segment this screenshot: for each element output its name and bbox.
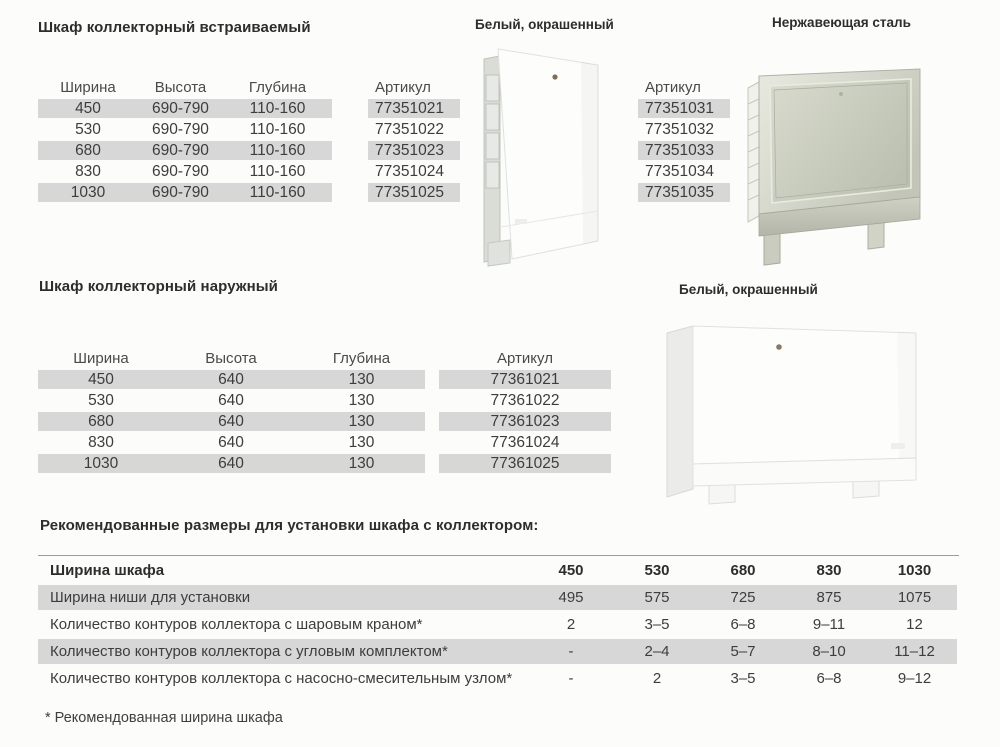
table-row [38, 141, 332, 160]
cell: 690-790 [138, 141, 223, 160]
table-row [439, 391, 611, 410]
cell: 6–8 [730, 616, 756, 633]
article-number: 77351031 [638, 99, 730, 118]
cell: 9–11 [812, 616, 846, 633]
keyhole [776, 344, 782, 350]
cell: 130 [348, 434, 375, 451]
table-header-row [38, 558, 957, 583]
keyhole [552, 74, 557, 79]
flush-dimensions-table [38, 76, 332, 204]
table-header-row [38, 78, 332, 97]
table-row [38, 391, 425, 410]
surface-dimensions-table [38, 347, 425, 475]
cabinet-leg [488, 240, 510, 266]
cell: 3–5 [730, 670, 756, 687]
cell: 5–7 [700, 639, 786, 664]
table-row [38, 454, 425, 473]
caption-white-painted-flush: Белый, окрашенный [475, 17, 614, 32]
cell: 725 [700, 585, 786, 610]
cell: 495 [528, 585, 614, 610]
cell: 830 [88, 434, 114, 451]
door-shading [581, 62, 598, 244]
column-header: Ширина [73, 350, 129, 367]
cell: 110-160 [249, 121, 306, 138]
table-row [439, 412, 611, 431]
table-row [38, 433, 425, 452]
caption-white-painted-surface: Белый, окрашенный [679, 282, 818, 297]
cell: 8–10 [786, 639, 872, 664]
article-number: 77351025 [368, 183, 460, 202]
table-row [38, 183, 332, 202]
table-header-row [38, 349, 425, 368]
brand-mark [515, 219, 527, 224]
cell: 130 [298, 412, 425, 431]
cell: 11–12 [872, 639, 957, 664]
table-row [638, 141, 730, 160]
table-row [638, 183, 730, 202]
cabinet-leg [709, 483, 735, 504]
cabinet-door [770, 79, 911, 203]
cell: 2–4 [614, 639, 700, 664]
table-row [38, 370, 425, 389]
row-label: Количество контуров коллектора с шаровым краном* [50, 616, 423, 633]
table-row [368, 162, 460, 181]
article-number: 77351024 [375, 163, 444, 180]
section-title-recommended-sizes: Рекомендованные размеры для установки шкафа с коллектором: [40, 517, 539, 534]
table-row [38, 612, 957, 637]
table-row [638, 120, 730, 139]
cell: 575 [614, 585, 700, 610]
article-number: 77361025 [439, 454, 611, 473]
article-number: 77351022 [375, 121, 444, 138]
cell: 690-790 [138, 183, 223, 202]
column-header: 830 [816, 562, 842, 579]
cell: 690-790 [138, 99, 223, 118]
article-number: 77351033 [638, 141, 730, 160]
article-number: 77361024 [490, 434, 560, 451]
table-row [439, 433, 611, 452]
cell: 2 [652, 670, 662, 687]
column-header: 680 [730, 562, 756, 579]
surface-articles-table [439, 347, 611, 475]
table-row [368, 141, 460, 160]
cell: 110-160 [249, 163, 306, 180]
cell: 450 [38, 370, 164, 389]
table-row [638, 99, 730, 118]
article-number: 77351023 [368, 141, 460, 160]
keyhole [839, 92, 843, 96]
row-label: Количество контуров коллектора с насосно-смесительным узлом* [50, 670, 513, 687]
flush-stainless-articles-table [638, 76, 730, 204]
column-header: Артикул [497, 350, 553, 367]
cell: 530 [88, 392, 114, 409]
cell: 680 [38, 141, 138, 160]
column-header: Артикул [375, 79, 431, 96]
cell: 110-160 [223, 141, 332, 160]
table-row [38, 162, 332, 181]
table-row [439, 370, 611, 389]
cell: 640 [164, 412, 298, 431]
cell: 640 [218, 434, 244, 451]
door-shading [897, 332, 916, 459]
cell: 2 [566, 616, 576, 633]
column-header: Артикул [645, 79, 701, 96]
cell: 680 [38, 412, 164, 431]
cell: 690-790 [152, 163, 209, 180]
column-header: Высота [154, 79, 207, 96]
cell: 875 [786, 585, 872, 610]
table-row [38, 412, 425, 431]
cabinet-door [693, 326, 916, 464]
table-header-row [368, 78, 460, 97]
table-row [638, 162, 730, 181]
footnote: * Рекомендованная ширина шкафа [45, 710, 283, 726]
table-row [368, 183, 460, 202]
cell: 12 [906, 616, 923, 633]
cell: - [568, 670, 574, 687]
section-title-surface-cabinet: Шкаф коллекторный наружный [39, 278, 278, 295]
table-row [38, 666, 957, 691]
column-header: Глубина [332, 350, 391, 367]
cell: 450 [38, 99, 138, 118]
cell: 1075 [872, 585, 957, 610]
article-number: 77351034 [645, 163, 714, 180]
column-header: 530 [644, 562, 670, 579]
caption-stainless-steel: Нержавеющая сталь [772, 15, 911, 30]
row-label: Ширина ниши для установки [38, 585, 528, 610]
article-number: 77351032 [645, 121, 714, 138]
flush-cabinet-stainless-photo [746, 64, 924, 267]
cell: 640 [164, 370, 298, 389]
table-row [439, 454, 611, 473]
flush-white-articles-table [368, 76, 460, 204]
cell: 830 [75, 163, 101, 180]
flush-cabinet-white-photo [479, 47, 601, 267]
column-header: Высота [205, 350, 257, 367]
article-number: 77361023 [439, 412, 611, 431]
table-row [38, 99, 332, 118]
column-header: 450 [558, 562, 584, 579]
cabinet-leg [764, 232, 780, 265]
article-number: 77351021 [368, 99, 460, 118]
table-row [38, 585, 957, 610]
cell: 110-160 [223, 183, 332, 202]
cell: 130 [298, 370, 425, 389]
row-label-header: Ширина шкафа [50, 562, 165, 579]
cell: 530 [75, 121, 101, 138]
cell: 1030 [38, 454, 164, 473]
section-title-flush-cabinet: Шкаф коллекторный встраиваемый [38, 19, 311, 36]
column-header: 1030 [897, 562, 932, 579]
table-row [368, 99, 460, 118]
article-number: 77361021 [439, 370, 611, 389]
recommended-sizes-table [38, 556, 957, 693]
cell: - [528, 639, 614, 664]
cell: 6–8 [816, 670, 842, 687]
column-header: Глубина [248, 79, 307, 96]
cell: 110-160 [223, 99, 332, 118]
cell: 130 [298, 454, 425, 473]
table-row [368, 120, 460, 139]
table-header-row [439, 349, 611, 368]
cell: 640 [218, 392, 244, 409]
column-header: Ширина [60, 79, 116, 96]
cell: 3–5 [644, 616, 670, 633]
table-header-row [638, 78, 730, 97]
row-label: Количество контуров коллектора с угловым комплектом* [38, 639, 528, 664]
cell: 9–12 [897, 670, 932, 687]
table-row [38, 639, 957, 664]
article-number: 77351035 [638, 183, 730, 202]
cabinet-side [667, 326, 693, 497]
brand-mark [891, 443, 905, 449]
article-number: 77361022 [490, 392, 560, 409]
table-row [38, 120, 332, 139]
cell: 640 [164, 454, 298, 473]
cell: 130 [348, 392, 375, 409]
cell: 1030 [38, 183, 138, 202]
surface-cabinet-white-photo [665, 317, 919, 505]
cell: 690-790 [152, 121, 209, 138]
